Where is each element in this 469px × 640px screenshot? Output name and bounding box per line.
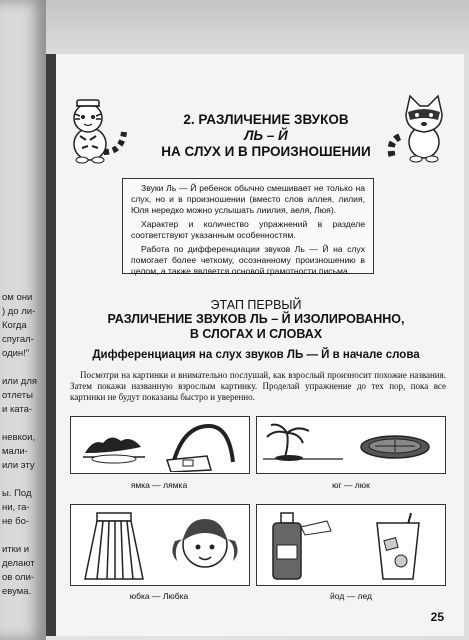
picture-card-1[interactable]	[70, 416, 250, 474]
left-page-line: делают	[2, 558, 35, 569]
tiger-sailor-icon	[60, 92, 130, 164]
skirt-icon	[79, 509, 149, 583]
left-page-fragment	[0, 0, 46, 640]
page	[46, 54, 464, 636]
iodine-bottle-icon	[265, 509, 345, 583]
left-page-line: Когда	[2, 320, 27, 331]
left-page-line: ов оли-	[2, 572, 35, 583]
info-paragraph-2: Характер и количество упражнений в разделе соответствуют указанным особенностям.	[131, 219, 365, 240]
page-number: 25	[430, 610, 444, 624]
glass-ice-icon	[363, 509, 433, 583]
stage-title-line1: РАЗЛИЧЕНИЕ ЗВУКОВ ЛЬ – Й ИЗОЛИРОВАННО,	[107, 312, 405, 326]
picture-card-4[interactable]	[256, 504, 446, 586]
left-page-line: мали-	[2, 446, 28, 457]
left-page-line: один!"	[2, 348, 30, 359]
bag-strap-icon	[163, 420, 243, 472]
info-box	[122, 178, 374, 274]
left-page-line: ом они	[2, 292, 33, 303]
chapter-title-line3: НА СЛУХ И В ПРОИЗНОШЕНИИ	[161, 144, 371, 159]
stage-title-line2: В СЛОГАХ И СЛОВАХ	[189, 327, 323, 341]
left-page-line: ы. Под	[2, 488, 32, 499]
left-page-line: ни, га-	[2, 502, 30, 513]
picture-caption-1: ямка — лямка	[130, 480, 188, 490]
left-page-line: ) до ли-	[2, 306, 36, 317]
left-page-line: и ката-	[2, 404, 33, 415]
left-page-line: отлеты	[2, 390, 33, 401]
picture-caption-3: юбка — Любка	[129, 591, 189, 601]
page-top-edge	[20, 0, 469, 56]
chapter-title	[151, 112, 381, 160]
palm-island-icon	[263, 421, 343, 471]
girl-face-icon	[165, 509, 245, 583]
picture-card-3[interactable]	[70, 504, 250, 586]
chapter-title-line1: 2. РАЗЛИЧЕНИЕ ЗВУКОВ	[183, 112, 349, 127]
exercise-instruction: Посмотри на картинки и внимательно послушай, как взрослый произносит похожие названия. Затем покажи названную взрослым картинку. Проделай упражнение до тех пор, пока все картинки не будут показаны быстро и уверенно.	[70, 370, 446, 402]
pit-icon	[79, 421, 149, 471]
picture-caption-2: юг — люк	[332, 480, 370, 490]
raccoon-icon	[386, 90, 458, 164]
left-page-line: невкои,	[2, 432, 36, 443]
left-page-line: евума.	[2, 586, 32, 597]
left-page-line: не бо-	[2, 516, 30, 527]
left-page-line: или эту	[2, 460, 35, 471]
manhole-icon	[355, 427, 435, 467]
stage-title	[96, 312, 416, 342]
left-page-line: итки и	[2, 544, 30, 555]
section-title: Дифференциация на слух звуков ЛЬ — Й в начале слова	[92, 349, 420, 361]
info-paragraph-1: Звуки Ль — Й ребенок обычно смешивает не только на слух, но и в произношении (вместо слов аллея, лилия, Юля нередко можно услышать лиилия, аеля, Люя).	[131, 183, 365, 215]
picture-caption-4: йод — лед	[330, 591, 372, 601]
stage-label: ЭТАП ПЕРВЫЙ	[210, 298, 302, 312]
info-paragraph-3: Работа по дифференциации звуков Ль — Й на слух помогает более четкому, осознанному произношению в целом, а также является основой грамотности письма.	[131, 244, 365, 276]
left-page-line: или для	[2, 376, 38, 387]
chapter-title-line2: ЛЬ – Й	[244, 128, 288, 143]
picture-card-2[interactable]	[256, 416, 446, 474]
left-page-line: спугал-	[2, 334, 34, 345]
